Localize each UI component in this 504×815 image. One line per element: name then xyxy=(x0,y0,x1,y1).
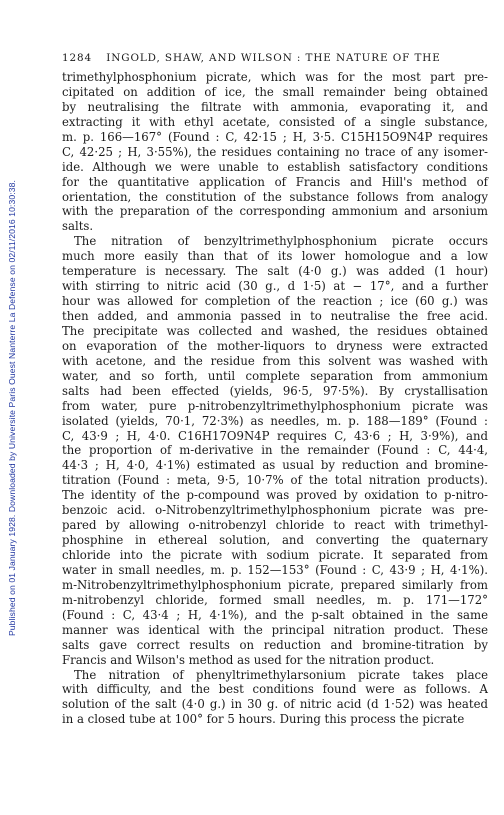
journal-page xyxy=(62,52,488,727)
text-line: cipitated on addition of ice, the small remainder being obtained xyxy=(62,84,488,99)
text-line: trimethylphosphonium picrate, which was for the most part pre- xyxy=(62,70,488,84)
text-line: manner was identical with the principal nitration product. These xyxy=(62,622,488,637)
text-line: titration (Found : meta, 9·5, 10·7% of the total nitration products). xyxy=(62,473,488,488)
text-line: orientation, the constitution of the substance follows from analogy xyxy=(62,189,488,204)
text-line: with the preparation of the corresponding ammonium and arsonium xyxy=(62,204,488,219)
download-watermark xyxy=(0,0,24,815)
text-line: temperature is necessary. The salt (4·0 g.) was added (1 hour) xyxy=(62,264,488,279)
text-line: with stirring to nitric acid (30 g., d 1·5) at − 17°, and a further xyxy=(62,279,488,294)
text-line: then added, and ammonia passed in to neutralise the free acid. xyxy=(62,309,488,323)
text-line: The precipitate was collected and washed, the residues obtained xyxy=(62,323,488,338)
text-line: extracting it with ethyl acetate, consisted of a single substance, xyxy=(62,114,488,129)
page-number: 1284 xyxy=(62,52,93,64)
download-watermark-text: Published on 01 January 1928. Downloaded by Universite Paris Ouest Nanterre La Defense on 02/11/2016 10:30:38. xyxy=(7,179,18,636)
text-line: phosphine in ethereal solution, and converting the quaternary xyxy=(62,533,488,548)
text-line: in a closed tube at 100° for 5 hours. During this process the picrate xyxy=(62,712,465,727)
text-line: C, 42·25 ; H, 3·55%), the residues containing no trace of any isomer- xyxy=(62,144,488,159)
text-line: water, and so forth, until complete separation from ammonium xyxy=(62,368,488,383)
text-line: The identity of the p-compound was proved by oxidation to p-nitro- xyxy=(62,488,488,503)
text-line: 44·3 ; H, 4·0, 4·1%) estimated as usual by reduction and bromine- xyxy=(62,458,488,473)
text-line: for the quantitative application of Francis and Hill's method of xyxy=(62,174,488,189)
text-line: m-Nitrobenzyltrimethylphosphonium picrate, prepared similarly from xyxy=(62,577,488,592)
text-line: m-nitrobenzyl chloride, formed small needles, m. p. 171—172° xyxy=(62,592,488,607)
text-line: by neutralising the filtrate with ammonia, evaporating it, and xyxy=(62,99,488,114)
text-line: the proportion of m-derivative in the remainder (Found : C, 44·4, xyxy=(62,443,488,458)
text-line: salts gave correct results on reduction and bromine-titration by xyxy=(62,637,488,652)
running-title: INGOLD, SHAW, AND WILSON : THE NATURE OF THE xyxy=(106,52,441,64)
text-line: C, 43·9 ; H, 4·0. C16H17O9N4P requires C, 43·6 ; H, 3·9%), and xyxy=(62,428,488,443)
text-line: Francis and Wilson's method as used for the nitration product. xyxy=(62,652,435,667)
text-line: solution of the salt (4·0 g.) in 30 g. of nitric acid (d 1·52) was heated xyxy=(62,697,488,712)
running-header xyxy=(62,52,488,64)
text-line: salts. xyxy=(62,219,94,234)
text-line: much more easily than that of its lower homologue and a low xyxy=(62,249,488,264)
text-line: m. p. 166—167° (Found : C, 42·15 ; H, 3·5. C15H15O9N4P requires xyxy=(62,129,488,144)
text-line: on evaporation of the mother-liquors to dryness were extracted xyxy=(62,338,488,353)
text-line: chloride into the picrate with sodium picrate. It separated from xyxy=(62,548,488,562)
text-line: salts had been effected (yields, 96·5, 97·5%). By crystallisation xyxy=(62,383,488,398)
text-line: from water, pure p-nitrobenzyltrimethylphosphonium picrate was xyxy=(62,398,488,413)
text-line: hour was allowed for completion of the reaction ; ice (60 g.) was xyxy=(62,294,488,309)
text-line: with difficulty, and the best conditions found were as follows. A xyxy=(62,682,488,697)
text-line: pared by allowing o-nitrobenzyl chloride to react with trimethyl- xyxy=(62,518,488,533)
text-line: isolated (yields, 70·1, 72·3%) as needles, m. p. 188—189° (Found : xyxy=(62,413,488,428)
text-line: (Found : C, 43·4 ; H, 4·1%), and the p-salt obtained in the same xyxy=(62,607,488,622)
text-line: water in small needles, m. p. 152—153° (Found : C, 43·9 ; H, 4·1%). xyxy=(62,562,488,577)
text-line: ide. Although we were unable to establish satisfactory conditions xyxy=(62,159,488,174)
text-line: The nitration of phenyltrimethylarsonium picrate takes place xyxy=(74,667,488,682)
article-body xyxy=(62,70,488,727)
text-line: benzoic acid. o-Nitrobenzyltrimethylphosphonium picrate was pre- xyxy=(62,503,488,518)
text-line: with acetone, and the residue from this solvent was washed with xyxy=(62,353,488,368)
text-line: The nitration of benzyltrimethylphosphonium picrate occurs xyxy=(74,234,488,249)
